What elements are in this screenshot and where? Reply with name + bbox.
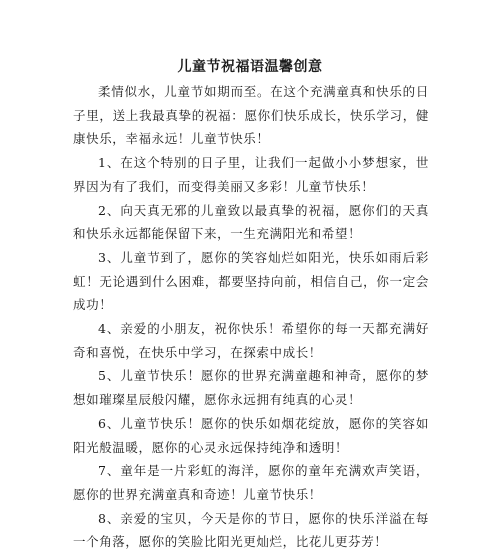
paragraph-8: 8、亲爱的宝贝，今天是你的节日，愿你的快乐洋溢在每一个角落，愿你的笑脸比阳光更灿烂，比花儿更芬芳！ [73, 510, 429, 550]
paragraph-5: 5、儿童节快乐！愿你的世界充满童趣和神奇，愿你的梦想如璀璨星辰般闪耀，愿你永远拥有纯真的心灵！ [73, 368, 429, 408]
paragraph-1: 1、在这个特别的日子里，让我们一起做小小梦想家，世界因为有了我们，而变得美丽又多彩！儿童节快乐！ [73, 155, 429, 194]
paragraph-7: 7、童年是一片彩虹的海洋，愿你的童年充满欢声笑语，愿你的世界充满童真和奇迹！儿童节快乐！ [73, 463, 429, 502]
document-title: 儿童节祝福语温馨创意 [177, 59, 323, 75]
paragraph-intro: 柔情似水，儿童节如期而至。在这个充满童真和快乐的日子里，送上我最真挚的祝福：愿你们快乐成长，快乐学习，健康快乐，幸福永远！儿童节快乐！ [73, 84, 429, 147]
paragraph-4: 4、亲爱的小朋友，祝你快乐！希望你的每一天都充满好奇和喜悦，在快乐中学习，在探索中成长！ [73, 321, 429, 360]
paragraph-3: 3、儿童节到了，愿你的笑容灿烂如阳光，快乐如雨后彩虹！无论遇到什么困难，都要坚持向前，相信自己，你一定会成功！ [73, 249, 429, 313]
document-body [73, 80, 429, 554]
paragraph-2: 2、向天真无邪的儿童致以最真挚的祝福，愿你们的天真和快乐永远都能保留下来，一生充满阳光和希望！ [73, 202, 429, 242]
paragraph-6: 6、儿童节快乐！愿你的快乐如烟花绽放，愿你的笑容如阳光般温暖，愿你的心灵永远保持纯净和透明！ [73, 415, 429, 455]
